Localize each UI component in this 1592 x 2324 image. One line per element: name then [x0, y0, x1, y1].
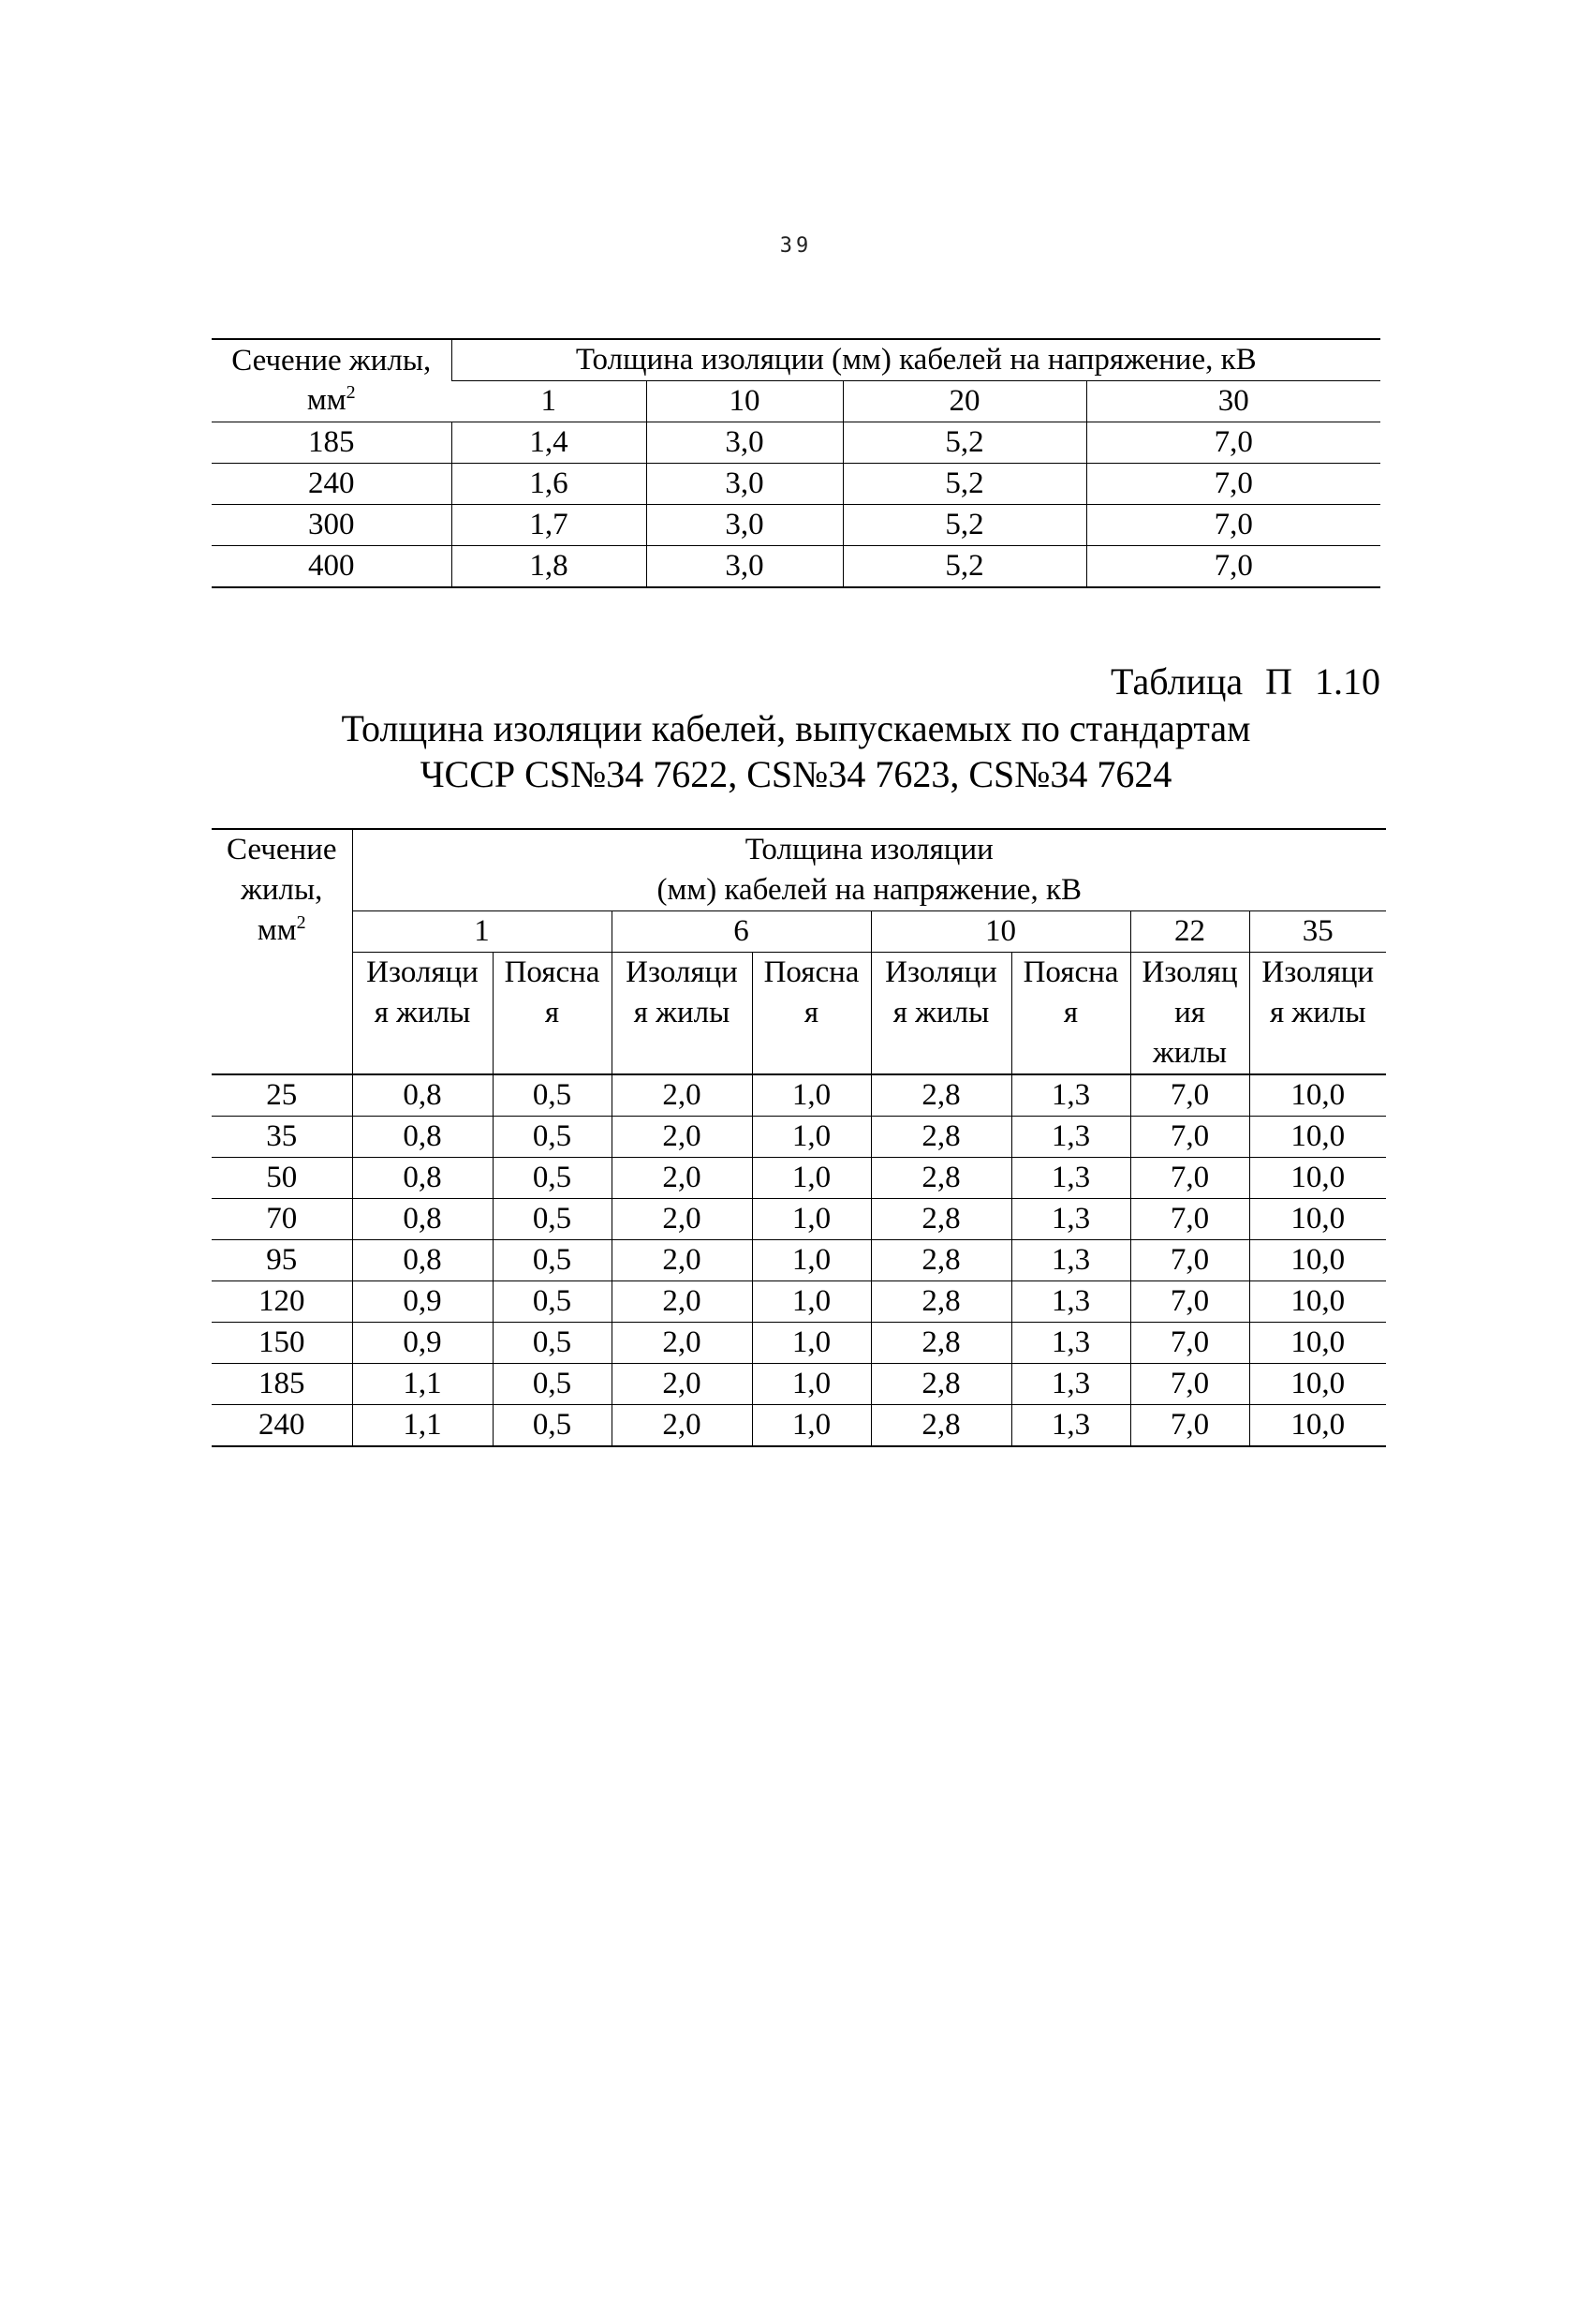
row-core-section: 150 — [212, 1323, 352, 1364]
cell-thickness: 1,0 — [752, 1281, 871, 1323]
cell-thickness: 7,0 — [1086, 505, 1380, 546]
row-core-section: 95 — [212, 1240, 352, 1281]
cell-thickness: 10,0 — [1249, 1364, 1386, 1405]
table-row — [212, 464, 1380, 505]
table-row — [212, 1405, 1386, 1447]
subheader-layer-text: я — [1063, 996, 1079, 1029]
cell-thickness: 0,5 — [493, 1364, 612, 1405]
row-core-section: 400 — [212, 546, 451, 588]
subheader-layer — [1249, 953, 1386, 1075]
table-row — [212, 1199, 1386, 1240]
cell-thickness: 2,0 — [612, 1323, 752, 1364]
page-number: 39 — [779, 234, 813, 258]
cell-thickness: 7,0 — [1130, 1117, 1249, 1158]
subheader-layer-text: я жилы — [1269, 996, 1366, 1029]
header-core-section-label: жилы, — [241, 873, 323, 907]
row-core-section: 185 — [212, 422, 451, 464]
cell-thickness: 2,0 — [612, 1158, 752, 1199]
cell-thickness: 0,5 — [493, 1405, 612, 1447]
cell-thickness: 7,0 — [1130, 1158, 1249, 1199]
cell-thickness: 0,5 — [493, 1074, 612, 1117]
subheader-layer — [752, 953, 871, 1075]
row-core-section: 35 — [212, 1117, 352, 1158]
cell-thickness: 1,7 — [451, 505, 646, 546]
header-core-section-label: Сечение — [227, 833, 337, 866]
cell-thickness: 7,0 — [1130, 1364, 1249, 1405]
row-core-section: 185 — [212, 1364, 352, 1405]
cell-thickness: 1,0 — [752, 1240, 871, 1281]
subheader-layer-text: я жилы — [892, 996, 990, 1029]
cell-thickness: 7,0 — [1130, 1240, 1249, 1281]
subheader-layer-text: Изоляци — [885, 955, 997, 989]
subheader-layer — [612, 953, 752, 1075]
cell-thickness: 10,0 — [1249, 1323, 1386, 1364]
subheader-layer-text: Изоляци — [626, 955, 738, 989]
cell-thickness: 0,5 — [493, 1117, 612, 1158]
header-core-section — [212, 829, 352, 1074]
cell-thickness: 2,8 — [871, 1405, 1011, 1447]
subheader-layer — [1130, 953, 1249, 1075]
cell-thickness: 1,0 — [752, 1158, 871, 1199]
subheader-layer — [493, 953, 612, 1075]
header-core-section — [212, 339, 451, 422]
cell-thickness: 3,0 — [646, 422, 843, 464]
table-row — [212, 1281, 1386, 1323]
header-insulation-group-line2: (мм) кабелей на напряжение, кВ — [656, 873, 1082, 907]
header-insulation-group: Толщина изоляции (мм) кабелей на напряжение, кВ — [451, 339, 1380, 381]
cell-thickness: 0,8 — [352, 1199, 493, 1240]
header-core-section-unit: мм — [257, 913, 297, 947]
cell-thickness: 2,8 — [871, 1199, 1011, 1240]
subheader-layer — [871, 953, 1011, 1075]
cell-thickness: 7,0 — [1130, 1323, 1249, 1364]
cell-thickness: 2,0 — [612, 1199, 752, 1240]
cell-thickness: 5,2 — [843, 505, 1086, 546]
cell-thickness: 7,0 — [1130, 1281, 1249, 1323]
cell-thickness: 2,0 — [612, 1240, 752, 1281]
unit-superscript: 2 — [346, 381, 356, 403]
insulation-thickness-table-continued — [212, 338, 1380, 588]
cell-thickness: 1,3 — [1011, 1158, 1130, 1199]
cell-thickness: 7,0 — [1086, 464, 1380, 505]
cell-thickness: 1,8 — [451, 546, 646, 588]
subheader-layer-text: я — [544, 996, 560, 1029]
row-core-section: 50 — [212, 1158, 352, 1199]
cell-thickness: 1,1 — [352, 1364, 493, 1405]
header-core-section-label: Сечение жилы, — [231, 344, 432, 378]
table-row — [212, 1117, 1386, 1158]
row-core-section: 240 — [212, 1405, 352, 1447]
subheader-layer-text: ия — [1174, 996, 1205, 1029]
subheader-layer-text: Поясна — [504, 955, 600, 989]
header-core-section-unit: мм — [306, 382, 346, 417]
cell-thickness: 1,0 — [752, 1364, 871, 1405]
header-voltage: 30 — [1086, 381, 1380, 422]
subheader-layer-text: Поясна — [1023, 955, 1119, 989]
cell-thickness: 1,0 — [752, 1405, 871, 1447]
cell-thickness: 7,0 — [1086, 546, 1380, 588]
header-voltage: 10 — [646, 381, 843, 422]
cell-thickness: 5,2 — [843, 546, 1086, 588]
cell-thickness: 1,3 — [1011, 1405, 1130, 1447]
cell-thickness: 1,4 — [451, 422, 646, 464]
cell-thickness: 1,1 — [352, 1405, 493, 1447]
cell-thickness: 0,8 — [352, 1117, 493, 1158]
cell-thickness: 2,0 — [612, 1364, 752, 1405]
table-row — [212, 1240, 1386, 1281]
table-caption-title-line2: ЧССР CS№34 7622, CS№34 7623, CS№34 7624 — [420, 753, 1172, 795]
cell-thickness: 2,0 — [612, 1281, 752, 1323]
header-voltage: 22 — [1130, 911, 1249, 953]
cell-thickness: 1,3 — [1011, 1323, 1130, 1364]
cell-thickness: 0,9 — [352, 1281, 493, 1323]
row-core-section: 25 — [212, 1074, 352, 1117]
table-row — [212, 1364, 1386, 1405]
cell-thickness: 1,3 — [1011, 1199, 1130, 1240]
cell-thickness: 10,0 — [1249, 1158, 1386, 1199]
subheader-layer-text: Изоляци — [1261, 955, 1375, 989]
header-voltage: 10 — [871, 911, 1130, 953]
cell-thickness: 0,5 — [493, 1323, 612, 1364]
header-voltage: 1 — [451, 381, 646, 422]
unit-superscript: 2 — [296, 912, 306, 933]
cell-thickness: 10,0 — [1249, 1240, 1386, 1281]
table-row — [212, 1158, 1386, 1199]
row-core-section: 300 — [212, 505, 451, 546]
subheader-layer-text: я жилы — [374, 996, 471, 1029]
cell-thickness: 2,8 — [871, 1074, 1011, 1117]
cell-thickness: 1,3 — [1011, 1117, 1130, 1158]
table-caption-title-line1: Толщина изоляции кабелей, выпускаемых по стандартам — [341, 707, 1251, 749]
cell-thickness: 3,0 — [646, 464, 843, 505]
cell-thickness: 3,0 — [646, 505, 843, 546]
cell-thickness: 0,5 — [493, 1199, 612, 1240]
cell-thickness: 0,5 — [493, 1281, 612, 1323]
cell-thickness: 1,0 — [752, 1117, 871, 1158]
cell-thickness: 2,8 — [871, 1364, 1011, 1405]
cell-thickness: 1,3 — [1011, 1074, 1130, 1117]
header-insulation-group — [352, 829, 1386, 911]
cell-thickness: 1,6 — [451, 464, 646, 505]
cell-thickness: 7,0 — [1130, 1074, 1249, 1117]
cell-thickness: 1,0 — [752, 1074, 871, 1117]
header-insulation-group-line1: Толщина изоляции — [744, 833, 994, 866]
insulation-thickness-table-cssr — [212, 828, 1386, 1447]
table-caption-label: Таблица П 1.10 — [1111, 660, 1380, 703]
subheader-layer — [352, 953, 493, 1075]
cell-thickness: 10,0 — [1249, 1199, 1386, 1240]
cell-thickness: 7,0 — [1130, 1199, 1249, 1240]
cell-thickness: 5,2 — [843, 422, 1086, 464]
cell-thickness: 1,0 — [752, 1323, 871, 1364]
subheader-layer-text: Изоляц — [1142, 955, 1238, 989]
cell-thickness: 2,8 — [871, 1117, 1011, 1158]
cell-thickness: 7,0 — [1130, 1405, 1249, 1447]
subheader-layer-text: я жилы — [633, 996, 730, 1029]
row-core-section: 240 — [212, 464, 451, 505]
cell-thickness: 0,5 — [493, 1158, 612, 1199]
subheader-layer-text: Изоляци — [366, 955, 479, 989]
cell-thickness: 1,3 — [1011, 1281, 1130, 1323]
table-row — [212, 546, 1380, 588]
cell-thickness: 2,0 — [612, 1405, 752, 1447]
table-row — [212, 1323, 1386, 1364]
cell-thickness: 10,0 — [1249, 1405, 1386, 1447]
header-voltage: 20 — [843, 381, 1086, 422]
cell-thickness: 0,8 — [352, 1240, 493, 1281]
cell-thickness: 7,0 — [1086, 422, 1380, 464]
row-core-section: 120 — [212, 1281, 352, 1323]
cell-thickness: 0,5 — [493, 1240, 612, 1281]
table-row — [212, 1074, 1386, 1117]
cell-thickness: 1,0 — [752, 1199, 871, 1240]
subheader-layer-text: жилы — [1152, 1036, 1228, 1070]
cell-thickness: 1,3 — [1011, 1364, 1130, 1405]
cell-thickness: 10,0 — [1249, 1074, 1386, 1117]
cell-thickness: 10,0 — [1249, 1117, 1386, 1158]
cell-thickness: 2,8 — [871, 1158, 1011, 1199]
cell-thickness: 0,8 — [352, 1158, 493, 1199]
cell-thickness: 0,8 — [352, 1074, 493, 1117]
table-row — [212, 422, 1380, 464]
cell-thickness: 10,0 — [1249, 1281, 1386, 1323]
cell-thickness: 2,8 — [871, 1323, 1011, 1364]
row-core-section: 70 — [212, 1199, 352, 1240]
cell-thickness: 3,0 — [646, 546, 843, 588]
cell-thickness: 2,8 — [871, 1240, 1011, 1281]
cell-thickness: 2,0 — [612, 1074, 752, 1117]
cell-thickness: 2,0 — [612, 1117, 752, 1158]
subheader-layer-text: Поясна — [763, 955, 860, 989]
subheader-layer-text: я — [803, 996, 819, 1029]
cell-thickness: 2,8 — [871, 1281, 1011, 1323]
header-voltage: 1 — [352, 911, 612, 953]
header-voltage: 35 — [1249, 911, 1386, 953]
cell-thickness: 1,3 — [1011, 1240, 1130, 1281]
cell-thickness: 5,2 — [843, 464, 1086, 505]
header-voltage: 6 — [612, 911, 871, 953]
table-row — [212, 505, 1380, 546]
cell-thickness: 0,9 — [352, 1323, 493, 1364]
subheader-layer — [1011, 953, 1130, 1075]
